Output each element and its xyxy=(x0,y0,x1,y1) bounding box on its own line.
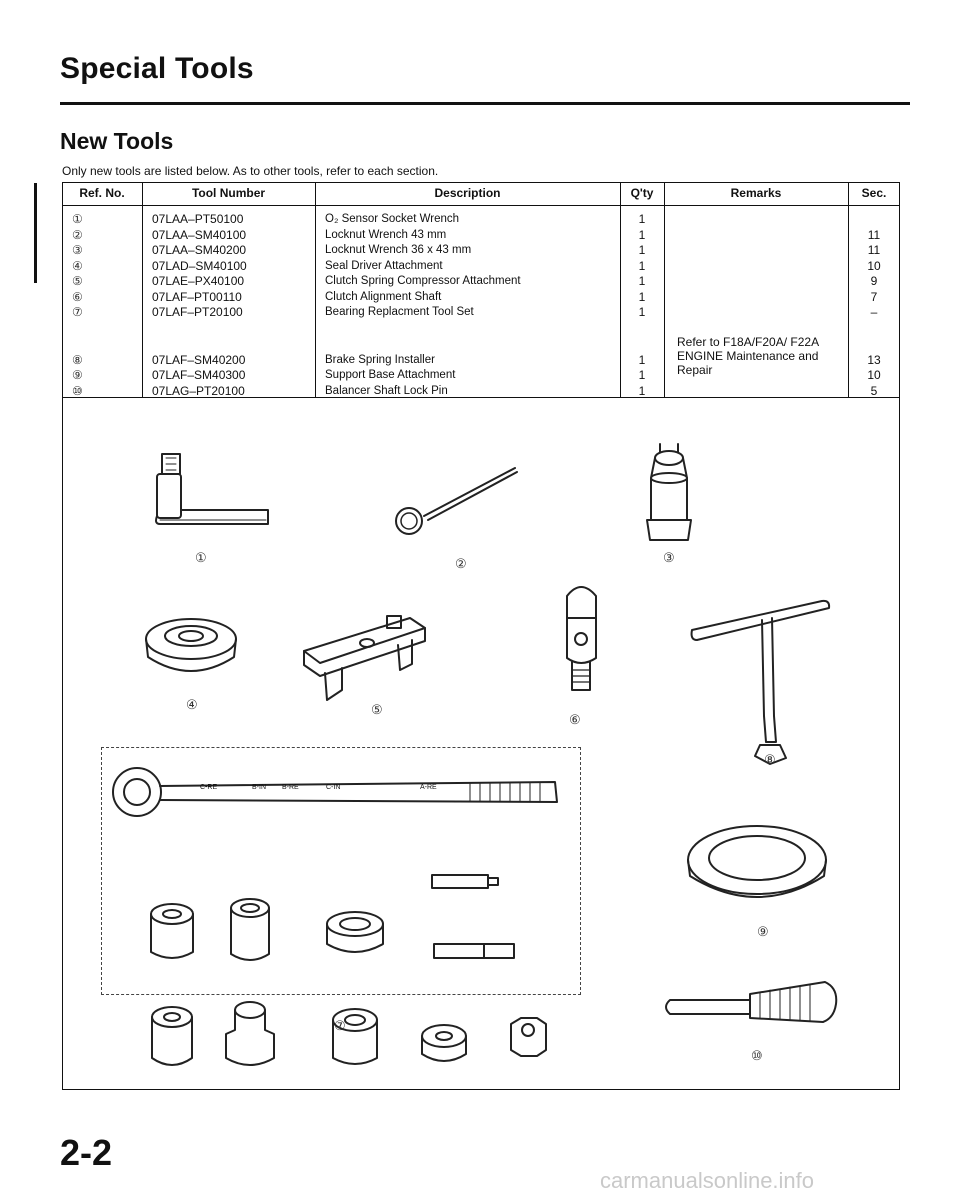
sec-cell: 11 xyxy=(867,227,881,242)
tool-number-cell: 07LAA–SM40100 xyxy=(152,227,247,242)
description-cell: Support Base Attachment xyxy=(325,369,456,381)
figure-label: ⑧ xyxy=(764,752,776,767)
figure-label: ④ xyxy=(186,697,198,712)
balancer-shaft-lock-pin-icon xyxy=(666,982,836,1022)
description-cell: Clutch Spring Compressor Attachment xyxy=(325,275,521,287)
tool-number-cell: 07LAG–PT20100 xyxy=(152,383,245,398)
page-number: 2-2 xyxy=(60,1132,113,1173)
tool-number-cell: 07LAF–SM40300 xyxy=(152,368,246,382)
intro-text: Only new tools are listed below. As to other tools, refer to each section. xyxy=(62,164,439,178)
kit-marking: B-IN xyxy=(252,784,266,791)
header-qty: Q'ty xyxy=(630,186,654,200)
ref-cell: ⑧ xyxy=(72,352,83,367)
kit-marking: A-RE xyxy=(420,784,437,791)
qty-cell: 1 xyxy=(638,289,646,304)
description-cell: Balancer Shaft Lock Pin xyxy=(325,384,448,397)
brake-spring-installer-icon xyxy=(692,601,830,764)
locknut-wrench-43-icon xyxy=(396,468,517,534)
sec-cell: 10 xyxy=(867,258,881,273)
o2-sensor-socket-wrench-icon xyxy=(156,454,268,524)
kit-marking: C-RE xyxy=(200,784,218,791)
tool-number-cell: 07LAF–SM40200 xyxy=(152,352,246,367)
qty-cell: 1 xyxy=(638,258,646,273)
figure-label: ⑩ xyxy=(751,1048,763,1063)
qty-cell: 1 xyxy=(638,352,646,367)
watermark: carmanualsonline.info xyxy=(600,1168,815,1193)
sec-cell: 9 xyxy=(870,274,878,288)
qty-cell: 1 xyxy=(638,383,646,398)
figure-label: ① xyxy=(195,550,207,565)
figure-label: ⑥ xyxy=(569,712,581,727)
figure-label: ② xyxy=(455,556,467,571)
sec-cell: 5 xyxy=(870,383,878,398)
tool-number-cell: 07LAA–SM40200 xyxy=(152,243,247,257)
section-title: New Tools xyxy=(60,128,174,154)
header-tool: Tool Number xyxy=(191,186,266,200)
ref-cell: ⑦ xyxy=(72,305,83,319)
qty-cell: 1 xyxy=(638,243,646,257)
figure-label: ③ xyxy=(663,550,675,565)
ref-cell: ⑤ xyxy=(72,274,83,288)
description-cell: Seal Driver Attachment xyxy=(325,259,443,272)
description-cell: Brake Spring Installer xyxy=(325,353,435,366)
qty-cell: 1 xyxy=(638,305,646,319)
header-ref: Ref. No. xyxy=(79,186,125,200)
header-remarks: Remarks xyxy=(730,186,782,200)
qty-cell: 1 xyxy=(638,274,646,288)
description-cell: Locknut Wrench 36 x 43 mm xyxy=(325,244,472,256)
sec-cell: 13 xyxy=(867,352,881,367)
sec-cell: 11 xyxy=(867,243,881,257)
figure-label: ⑦ xyxy=(334,1018,346,1033)
tool-number-cell: 07LAD–SM40100 xyxy=(152,258,247,273)
support-base-attachment-icon xyxy=(688,826,826,897)
description-cell: Clutch Alignment Shaft xyxy=(325,290,442,303)
tool-number-cell: 07LAE–PX40100 xyxy=(152,274,245,288)
sec-cell: 7 xyxy=(870,289,878,304)
seal-driver-attachment-icon xyxy=(146,619,236,671)
header-sec: Sec. xyxy=(861,186,887,200)
figure-label: ⑨ xyxy=(757,924,769,939)
clutch-alignment-shaft-icon xyxy=(567,587,596,690)
ref-cell: ③ xyxy=(72,243,83,257)
qty-cell: 1 xyxy=(638,212,646,226)
kit-marking: C-IN xyxy=(326,784,341,791)
tool-number-cell: 07LAF–PT20100 xyxy=(152,305,243,319)
ref-cell: ② xyxy=(72,227,83,242)
sec-cell: 10 xyxy=(867,368,881,382)
locknut-wrench-36x43-icon xyxy=(647,444,691,540)
ref-cell: ⑩ xyxy=(72,383,83,398)
tool-number-cell: 07LAA–PT50100 xyxy=(152,212,244,226)
clutch-spring-compressor-icon xyxy=(304,616,425,700)
qty-cell: 1 xyxy=(638,227,646,242)
qty-cell: 1 xyxy=(638,368,646,382)
description-cell: Bearing Replacment Tool Set xyxy=(325,306,474,318)
description-cell: Locknut Wrench 43 mm xyxy=(325,228,447,241)
kit-marking: B-RE xyxy=(282,784,299,791)
page-title: Special Tools xyxy=(60,52,254,85)
ref-cell: ⑨ xyxy=(72,368,83,382)
remarks-cell: Refer to F18A/F20A/ F22A ENGINE Maintenance and Repair xyxy=(677,335,819,377)
ref-cell: ① xyxy=(72,212,83,226)
tool-number-cell: 07LAF–PT00110 xyxy=(152,289,242,304)
ref-cell: ④ xyxy=(72,258,83,273)
header-desc: Description xyxy=(434,186,501,200)
sec-cell: – xyxy=(870,305,878,319)
figure-label: ⑤ xyxy=(371,702,383,717)
ref-cell: ⑥ xyxy=(72,289,83,304)
description-cell: O₂ Sensor Socket Wrench xyxy=(325,213,460,225)
